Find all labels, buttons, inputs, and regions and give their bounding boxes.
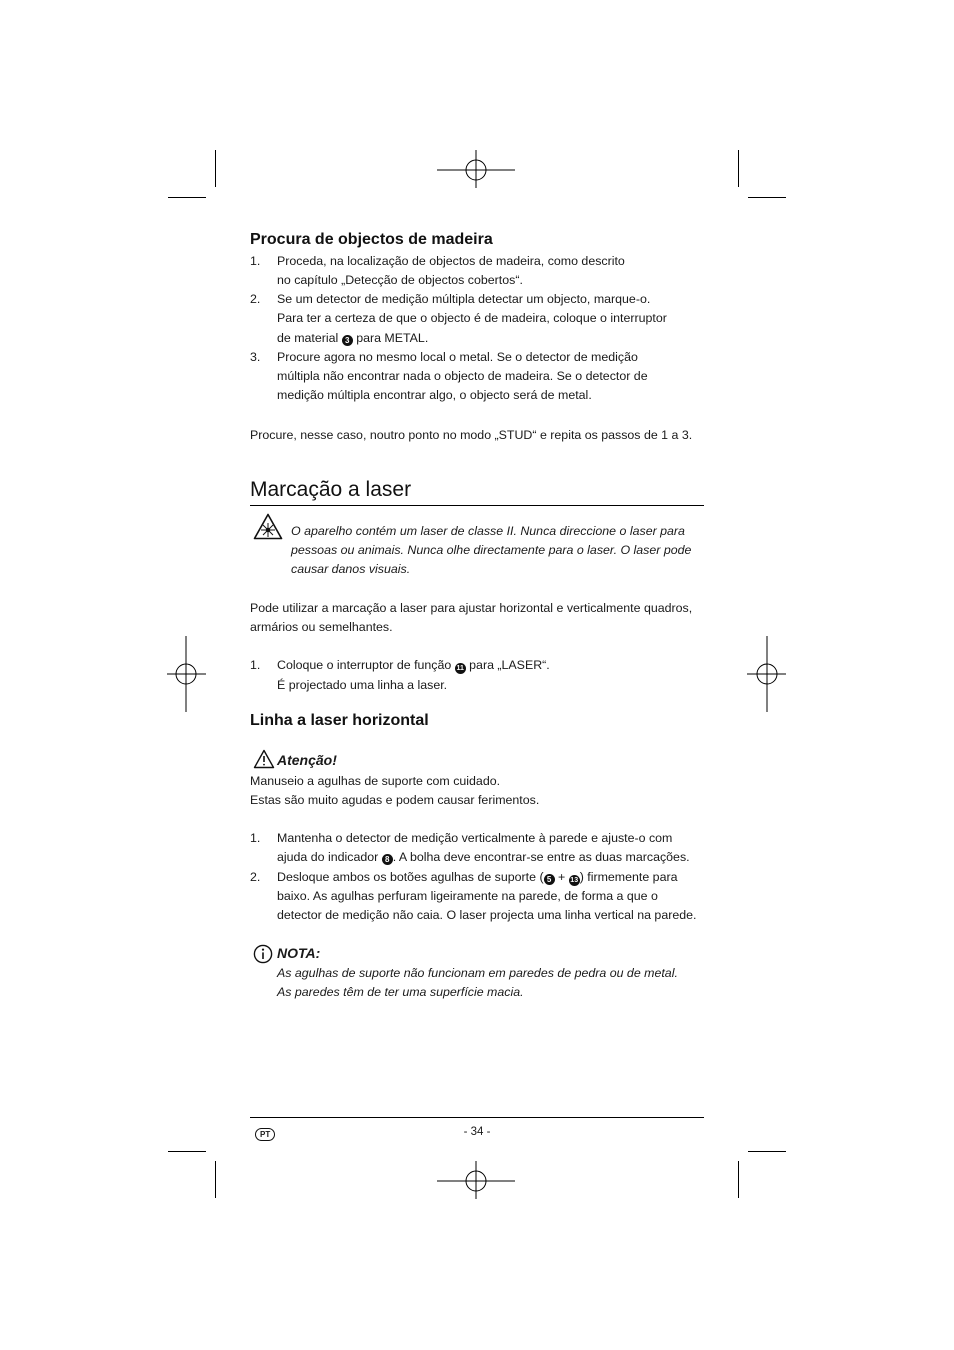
note-label: NOTA: — [277, 945, 321, 961]
list-text: Desloque ambos os botões agulhas de suporte ( 5 + 13 ) firmemente para — [277, 870, 678, 884]
registration-mark-top — [437, 150, 517, 190]
paragraph: Estas são muito agudas e podem causar ferimentos. — [250, 793, 540, 807]
list-text: detector de medição não caia. O laser projecta uma linha vertical na parede. — [277, 908, 697, 922]
list-text: no capítulo „Detecção de objectos cobertos“. — [277, 273, 523, 287]
paragraph: armários ou semelhantes. — [250, 620, 393, 634]
list-number: 1. — [250, 658, 261, 672]
note-text: As agulhas de suporte não funcionam em paredes de pedra ou de metal. — [277, 966, 678, 980]
paragraph: Manuseio a agulhas de suporte com cuidado. — [250, 774, 501, 788]
page-title: Marcação a laser — [250, 478, 412, 501]
language-badge: PT — [255, 1128, 275, 1141]
list-text: Proceda, na localização de objectos de madeira, como descrito — [277, 254, 625, 268]
callout-marker: 8 — [382, 854, 393, 865]
list-text: múltipla não encontrar nada o objecto de madeira. Se o detector de — [277, 369, 648, 383]
list-text: Para ter a certeza de que o objecto é de madeira, coloque o interruptor — [277, 311, 667, 325]
list-number: 1. — [250, 254, 261, 268]
list-text: medição múltipla encontrar algo, o objecto será de metal. — [277, 388, 592, 402]
list-text: baixo. As agulhas perfuram ligeiramente na parede, de forma a que o — [277, 889, 658, 903]
list-text: Coloque o interruptor de função 11 para „LASER“. — [277, 658, 550, 672]
list-text: Mantenha o detector de medição verticalmente à parede e ajuste-o com — [277, 831, 673, 845]
callout-marker: 11 — [456, 665, 464, 672]
list-number: 2. — [250, 870, 261, 884]
callout-marker: 5 — [544, 874, 555, 885]
section-heading-wood-search: Procura de objectos de madeira — [250, 231, 493, 248]
attention-warning-icon — [253, 749, 275, 769]
registration-mark-right — [746, 636, 788, 714]
list-number: 1. — [250, 831, 261, 845]
warning-text: causar danos visuais. — [291, 562, 411, 576]
list-text: Procure agora no mesmo local o metal. Se o detector de medição — [277, 350, 638, 364]
section-heading-horizontal-laser: Linha a laser horizontal — [250, 712, 429, 729]
callout-marker: 3 — [342, 335, 353, 346]
paragraph: Procure, nesse caso, noutro ponto no modo „STUD“ e repita os passos de 1 a 3. — [250, 428, 693, 442]
callout-marker: 13 — [570, 877, 579, 884]
warning-text: O aparelho contém um laser de classe II. Nunca direccione o laser para — [291, 524, 685, 538]
list-text: Se um detector de medição múltipla detectar um objecto, marque-o. — [277, 292, 651, 306]
title-rule — [250, 505, 704, 506]
list-number: 2. — [250, 292, 261, 306]
registration-mark-left — [166, 636, 208, 714]
registration-mark-bottom — [437, 1161, 517, 1201]
laser-warning-icon — [253, 513, 283, 540]
list-text: ajuda do indicador 8 . A bolha deve encontrar-se entre as duas marcações. — [277, 850, 690, 864]
page-number: - 34 - — [463, 1126, 491, 1138]
list-number: 3. — [250, 350, 261, 364]
list-text: É projectado uma linha a laser. — [277, 678, 448, 692]
warning-text: pessoas ou animais. Nunca olhe directamente para o laser. O laser pode — [291, 543, 692, 557]
note-text: As paredes têm de ter uma superfície macia. — [277, 985, 524, 999]
footer-rule — [250, 1117, 704, 1118]
list-text: de material 3 para METAL. — [277, 331, 429, 345]
paragraph: Pode utilizar a marcação a laser para ajustar horizontal e verticalmente quadros, — [250, 601, 693, 615]
info-icon — [253, 944, 273, 964]
attention-label: Atenção! — [277, 752, 337, 768]
